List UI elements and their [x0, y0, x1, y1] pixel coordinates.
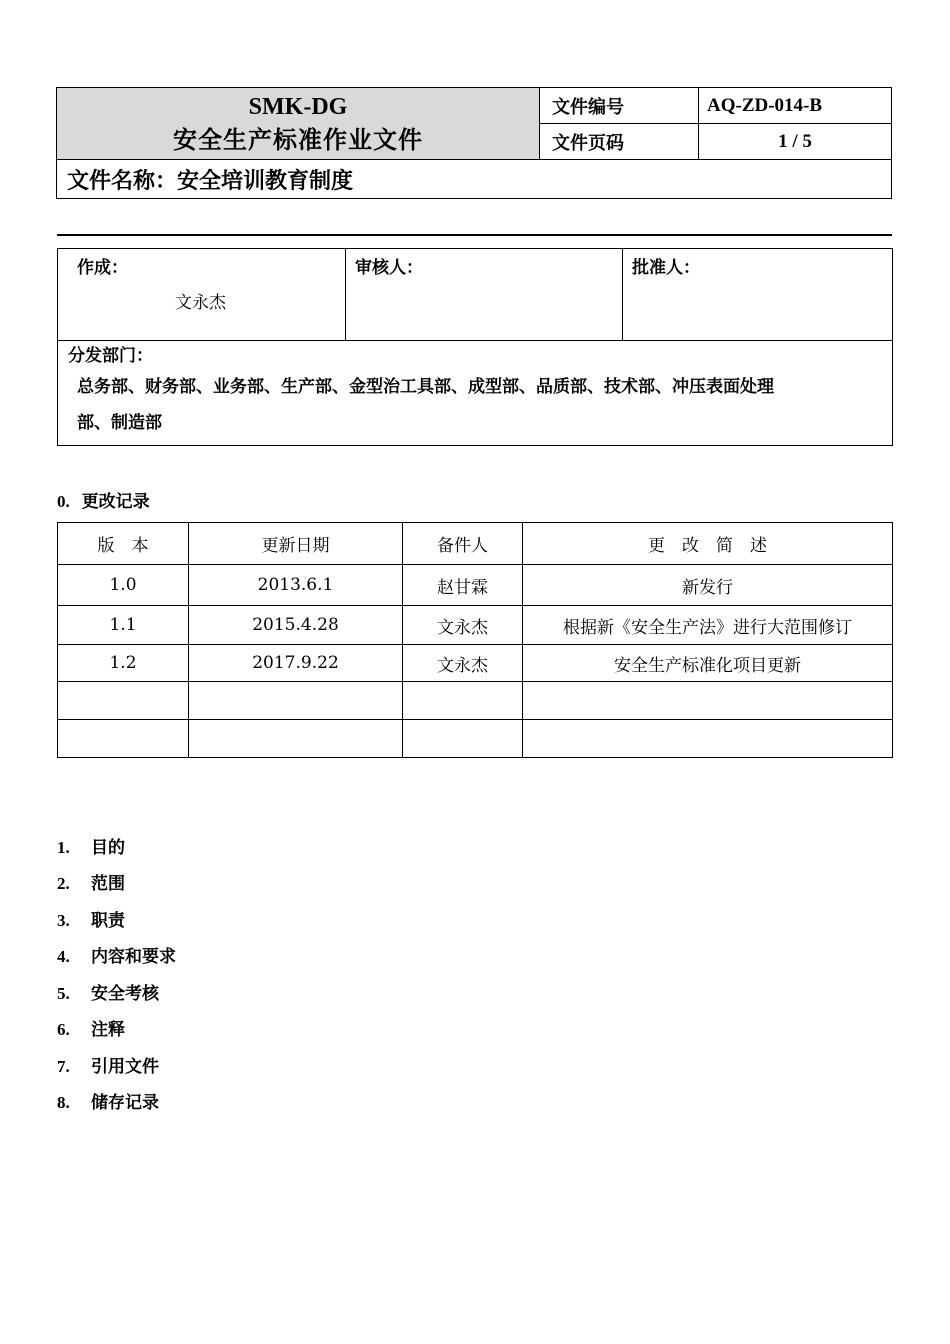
contents-item	[57, 1088, 159, 1113]
table-row	[58, 565, 893, 606]
page-number-label: 文件页码	[540, 124, 699, 160]
change-log-heading-text: 更改记录	[81, 492, 150, 512]
contents-item-title: 安全考核	[91, 984, 159, 1004]
contents-item-number: 6.	[57, 1020, 70, 1039]
company-code: SMK-DG	[248, 94, 348, 121]
cell-date: 2015.4.28	[189, 606, 403, 645]
distribution-departments-line2: 部、制造部	[77, 413, 162, 433]
contents-item-number: 1.	[57, 838, 70, 857]
cell-date	[189, 682, 403, 720]
contents-item	[57, 1015, 125, 1040]
contents-item-title: 储存记录	[91, 1093, 159, 1113]
cell-date: 2013.6.1	[189, 565, 403, 606]
contents-item-title: 范围	[91, 874, 125, 894]
author-label: 作成：	[77, 258, 128, 278]
contents-item	[57, 942, 176, 967]
contents-item	[57, 833, 125, 858]
document-type: 安全生产标准作业文件	[173, 124, 423, 154]
column-header-person: 备件人	[403, 523, 523, 565]
table-header-row	[58, 523, 893, 565]
table-row	[58, 682, 893, 720]
cell-version	[58, 720, 189, 758]
approval-table	[57, 248, 893, 446]
cell-version	[58, 682, 189, 720]
contents-item	[57, 1052, 159, 1077]
approver-label: 批准人：	[632, 258, 700, 278]
doc-number-label: 文件编号	[540, 88, 699, 124]
distribution-departments-line1: 总务部、财务部、业务部、生产部、金型治工具部、成型部、品质部、技术部、冲压表面处理	[77, 377, 774, 397]
page-number: 1 / 5	[699, 124, 892, 160]
contents-item-title: 注释	[91, 1020, 125, 1040]
cell-version: 1.2	[58, 645, 189, 682]
table-row	[58, 720, 893, 758]
cell-person	[403, 720, 523, 758]
cell-summary: 根据新《安全生产法》进行大范围修订	[523, 606, 893, 645]
cell-person: 文永杰	[403, 606, 523, 645]
contents-item-number: 3.	[57, 911, 70, 930]
author-cell	[58, 249, 346, 341]
table-row	[58, 645, 893, 682]
cell-date	[189, 720, 403, 758]
column-header-summary: 更 改 简 述	[523, 523, 893, 565]
contents-item-number: 7.	[57, 1057, 70, 1076]
contents-item	[57, 869, 125, 894]
document-name: 文件名称：安全培训教育制度	[57, 160, 892, 199]
column-header-date: 更新日期	[189, 523, 403, 565]
contents-item	[57, 979, 159, 1004]
cell-summary	[523, 682, 893, 720]
column-header-version: 版 本	[58, 523, 189, 565]
cell-person	[403, 682, 523, 720]
document-header	[56, 87, 892, 199]
reviewer-label: 审核人：	[355, 258, 423, 278]
contents-item-number: 4.	[57, 947, 70, 966]
cell-date: 2017.9.22	[189, 645, 403, 682]
cell-version: 1.1	[58, 606, 189, 645]
contents-item-title: 引用文件	[91, 1057, 159, 1077]
contents-item-number: 5.	[57, 984, 70, 1003]
cell-summary: 安全生产标准化项目更新	[523, 645, 893, 682]
change-log-heading	[57, 487, 150, 512]
table-row	[58, 606, 893, 645]
author-name: 文永杰	[175, 293, 226, 313]
header-title-cell	[57, 88, 540, 160]
contents-item-number: 8.	[57, 1093, 70, 1112]
cell-version: 1.0	[58, 565, 189, 606]
contents-item-title: 内容和要求	[91, 947, 176, 967]
doc-number: AQ-ZD-014-B	[699, 88, 892, 124]
cell-person: 文永杰	[403, 645, 523, 682]
contents-item-number: 2.	[57, 874, 70, 893]
contents-item-title: 职责	[91, 911, 125, 931]
change-log-heading-number: 0.	[57, 492, 70, 511]
separator-line	[57, 234, 892, 236]
contents-item	[57, 906, 125, 931]
approver-cell	[623, 249, 893, 341]
cell-person: 赵甘霖	[403, 565, 523, 606]
cell-summary: 新发行	[523, 565, 893, 606]
distribution-label: 分发部门：	[68, 346, 153, 366]
reviewer-cell	[346, 249, 623, 341]
cell-summary	[523, 720, 893, 758]
change-log-table	[57, 522, 893, 758]
distribution-cell	[58, 341, 893, 446]
contents-item-title: 目的	[91, 838, 125, 858]
